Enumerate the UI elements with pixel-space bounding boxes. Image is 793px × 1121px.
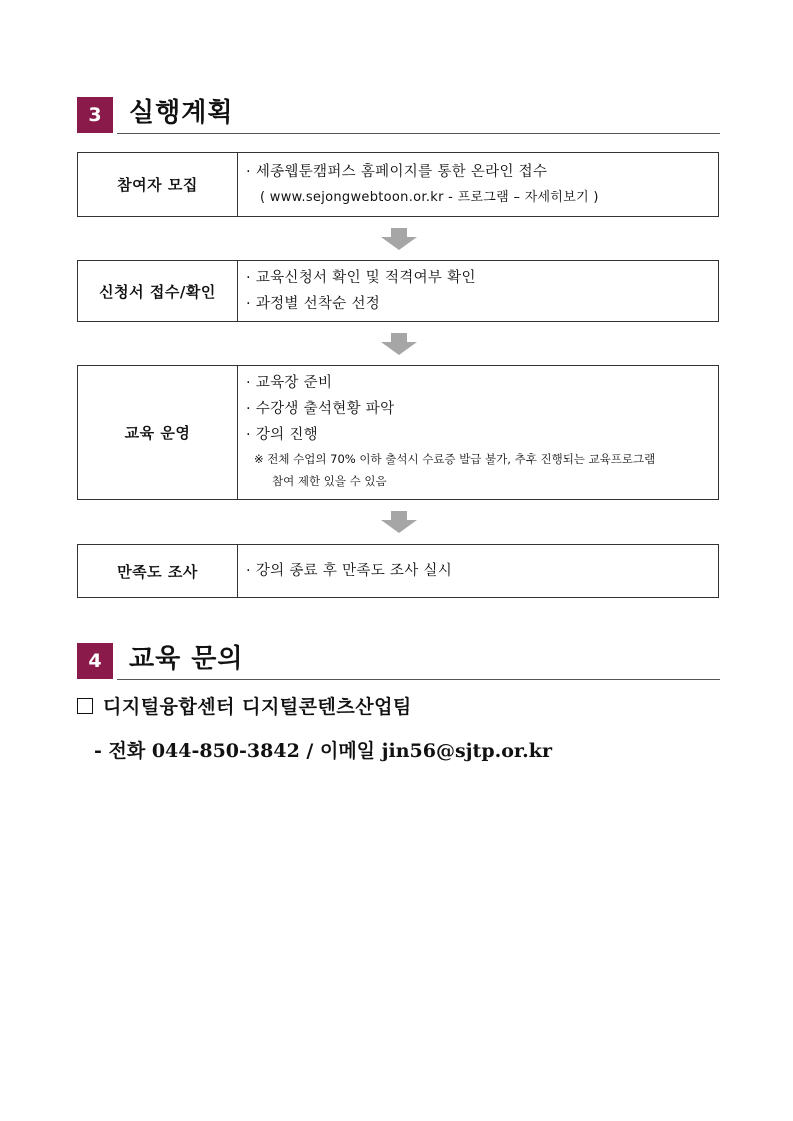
step-line: · 강의 종료 후 만족도 조사 실시 <box>246 563 453 579</box>
attendance-note-cont: 참여 제한 있을 수 있음 <box>272 474 387 488</box>
step-line: · 수강생 출석현황 파악 <box>246 401 395 417</box>
down-arrow-icon <box>381 333 417 355</box>
section-underline <box>117 679 720 680</box>
checkbox-square-icon <box>77 698 93 714</box>
step-application-review <box>77 260 719 322</box>
step-body <box>237 366 718 499</box>
step-body <box>237 261 718 321</box>
section-4-header <box>77 643 720 679</box>
step-label: 만족도 조사 <box>78 545 238 597</box>
step-body <box>237 545 718 597</box>
step-line: · 교육신청서 확인 및 적격여부 확인 <box>246 270 476 286</box>
section-number-badge: 3 <box>77 97 113 133</box>
contact-info: - 전화 044-850-3842 / 이메일 jin56@sjtp.or.kr <box>94 740 552 762</box>
step-label: 참여자 모집 <box>78 153 238 216</box>
step-body <box>237 153 718 216</box>
step-recruitment <box>77 152 719 217</box>
step-satisfaction-survey <box>77 544 719 598</box>
step-line: · 교육장 준비 <box>246 375 333 391</box>
step-label: 신청서 접수/확인 <box>78 261 238 321</box>
step-line: · 세종웹툰캠퍼스 홈페이지를 통한 온라인 접수 <box>246 164 548 180</box>
section-title: 실행계획 <box>129 98 234 128</box>
down-arrow-icon <box>381 228 417 250</box>
section-3-header <box>77 97 720 133</box>
step-line-url: ( www.sejongwebtoon.or.kr - 프로그램 – 자세히보기 ) <box>260 190 599 205</box>
down-arrow-icon <box>381 511 417 533</box>
section-number-badge: 4 <box>77 643 113 679</box>
contact-department <box>77 692 412 719</box>
step-label: 교육 운영 <box>78 366 238 499</box>
step-line: · 과정별 선착순 선정 <box>246 296 381 312</box>
department-name: 디지털융합센터 디지털콘텐츠산업팀 <box>103 696 412 718</box>
step-line: · 강의 진행 <box>246 427 318 443</box>
step-course-operation <box>77 365 719 500</box>
section-underline <box>117 133 720 134</box>
attendance-note: ※ 전체 수업의 70% 이하 출석시 수료증 발급 불가, 추후 진행되는 교육프로그램 <box>254 452 656 466</box>
section-title: 교육 문의 <box>129 644 244 674</box>
